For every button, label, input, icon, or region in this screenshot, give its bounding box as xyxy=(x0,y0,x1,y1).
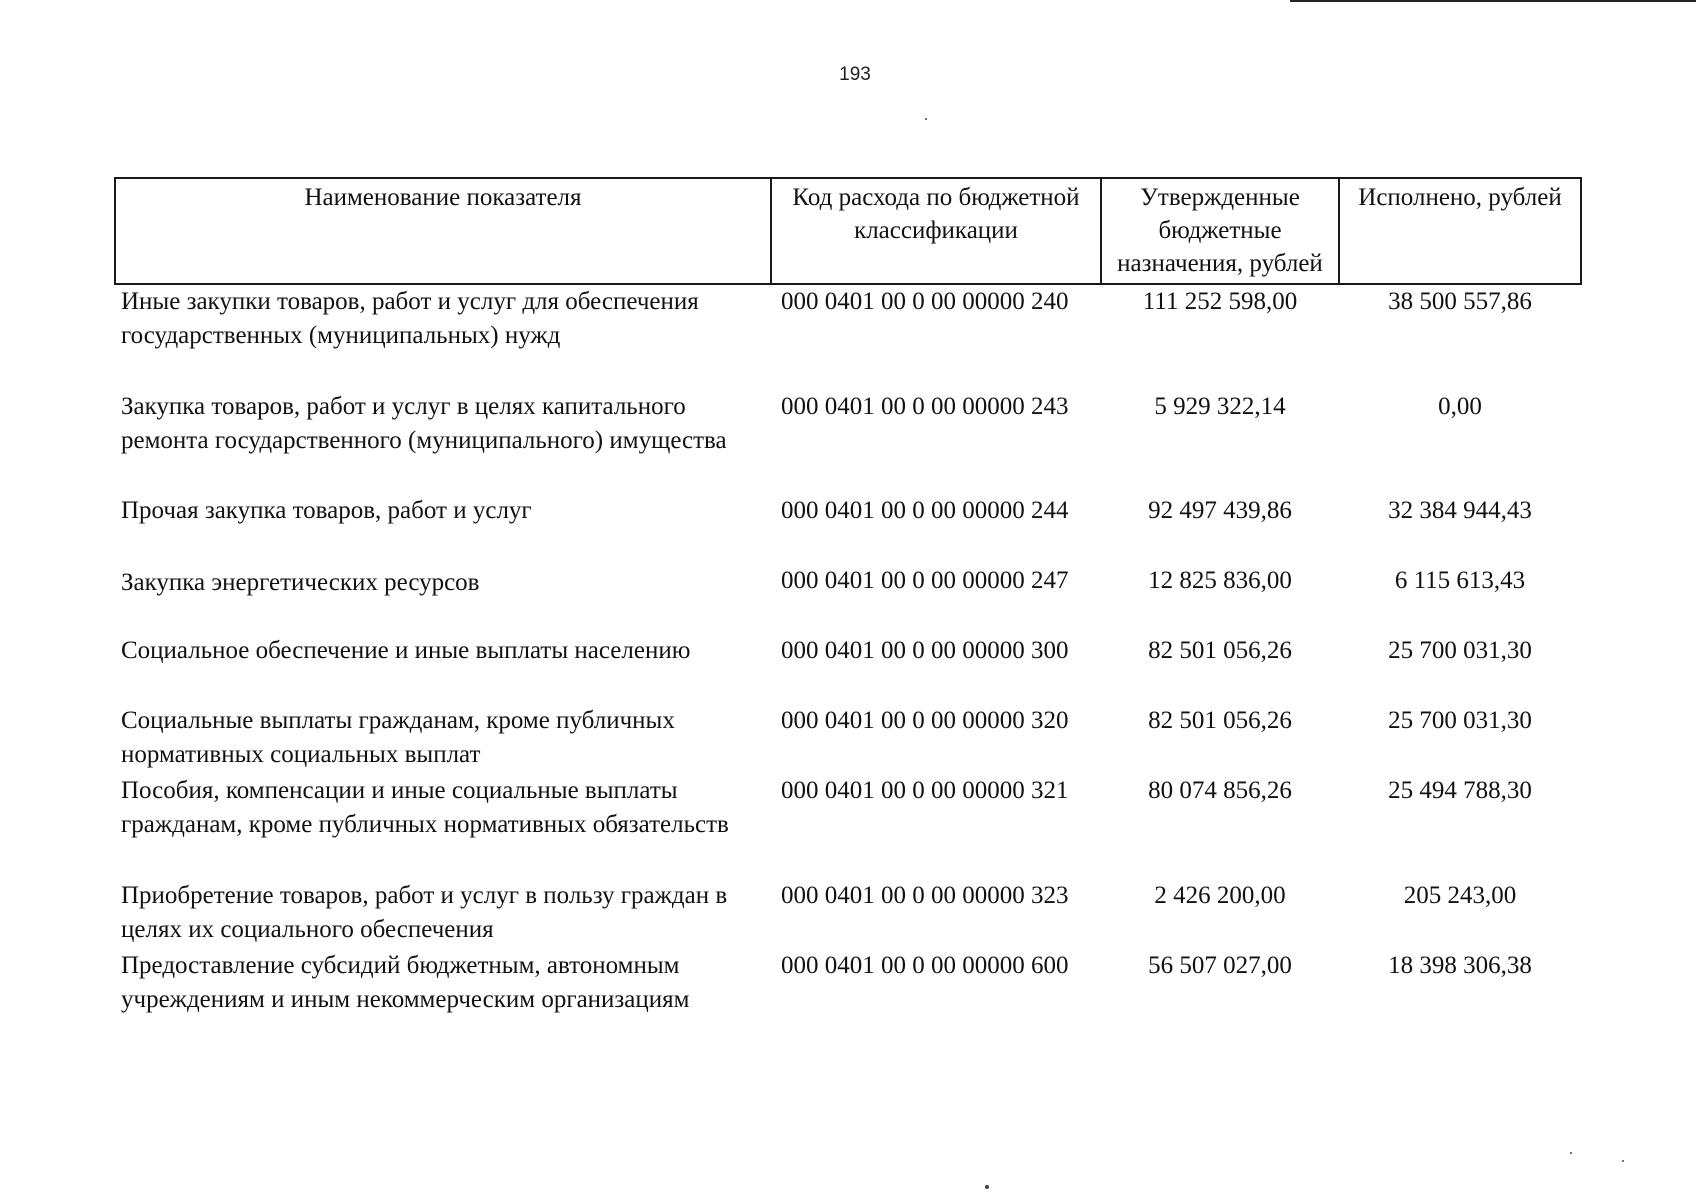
row-approved: 111 252 598,00 xyxy=(1142,288,1298,315)
row-executed: 6 115 613,43 xyxy=(1394,567,1526,594)
scan-speck xyxy=(1622,1160,1624,1162)
table-row xyxy=(115,774,1581,879)
table-row xyxy=(115,704,1581,774)
row-approved: 92 497 439,86 xyxy=(1148,497,1292,524)
page-number: 193 xyxy=(839,64,871,85)
row-code: 000 0401 00 0 00 00000 243 xyxy=(781,393,1069,420)
row-name: Предоставление субсидий бюджетным, автономным учреждениям и иным некоммерческим организациям xyxy=(121,952,690,1013)
top-edge-rule xyxy=(1290,0,1696,2)
row-name: Пособия, компенсации и иные социальные выплаты гражданам, кроме публичных нормативных обязательств xyxy=(121,777,729,838)
budget-execution-table xyxy=(114,177,1582,1019)
row-code: 000 0401 00 0 00 00000 300 xyxy=(781,637,1069,664)
row-approved: 56 507 027,00 xyxy=(1148,952,1292,979)
table-row xyxy=(115,284,1581,390)
table-row xyxy=(115,390,1581,494)
row-executed: 205 243,00 xyxy=(1403,882,1517,909)
row-approved: 2 426 200,00 xyxy=(1154,882,1286,909)
row-executed: 0,00 xyxy=(1438,393,1482,420)
row-name: Закупка товаров, работ и услуг в целях капитального ремонта государственного (муниципального) имущества xyxy=(121,393,727,454)
table-row xyxy=(115,494,1581,564)
table-header-row xyxy=(115,178,1581,284)
row-code: 000 0401 00 0 00 00000 247 xyxy=(781,567,1069,594)
row-executed: 18 398 306,38 xyxy=(1388,952,1532,979)
header-approved-appropriations: Утвержденные бюджетные назначения, рублей xyxy=(1101,178,1339,284)
row-code: 000 0401 00 0 00 00000 323 xyxy=(781,882,1069,909)
row-executed: 38 500 557,86 xyxy=(1388,288,1532,315)
row-name: Социальные выплаты гражданам, кроме публичных нормативных социальных выплат xyxy=(121,707,675,768)
header-indicator-name: Наименование показателя xyxy=(115,178,771,284)
row-name: Приобретение товаров, работ и услуг в пользу граждан в целях их социального обеспечения xyxy=(121,882,728,943)
header-executed: Исполнено, рублей xyxy=(1339,178,1581,284)
table-row xyxy=(115,634,1581,704)
table-row xyxy=(115,564,1581,634)
row-code: 000 0401 00 0 00 00000 600 xyxy=(781,952,1069,979)
row-executed: 25 494 788,30 xyxy=(1388,777,1532,804)
row-name: Иные закупки товаров, работ и услуг для обеспечения государственных (муниципальных) нужд xyxy=(121,288,699,349)
header-expense-code: Код расхода по бюджетной классификации xyxy=(771,178,1101,284)
table-row xyxy=(115,949,1581,1019)
scan-speck xyxy=(985,1185,989,1189)
row-approved: 82 501 056,26 xyxy=(1148,637,1292,664)
row-name: Прочая закупка товаров, работ и услуг xyxy=(121,497,532,524)
scan-speck xyxy=(925,118,927,120)
row-executed: 25 700 031,30 xyxy=(1388,707,1532,734)
row-approved: 82 501 056,26 xyxy=(1148,707,1292,734)
row-name: Закупка энергетических ресурсов xyxy=(121,569,480,596)
row-code: 000 0401 00 0 00 00000 320 xyxy=(781,707,1069,734)
scan-speck xyxy=(1570,1152,1572,1154)
row-executed: 32 384 944,43 xyxy=(1388,497,1532,524)
table-row xyxy=(115,879,1581,949)
row-code: 000 0401 00 0 00 00000 240 xyxy=(781,288,1069,315)
row-executed: 25 700 031,30 xyxy=(1388,637,1532,664)
row-code: 000 0401 00 0 00 00000 244 xyxy=(781,497,1069,524)
row-approved: 12 825 836,00 xyxy=(1148,567,1292,594)
row-approved: 80 074 856,26 xyxy=(1148,777,1292,804)
row-code: 000 0401 00 0 00 00000 321 xyxy=(781,777,1069,804)
row-name: Социальное обеспечение и иные выплаты населению xyxy=(121,637,691,664)
row-approved: 5 929 322,14 xyxy=(1154,393,1286,420)
